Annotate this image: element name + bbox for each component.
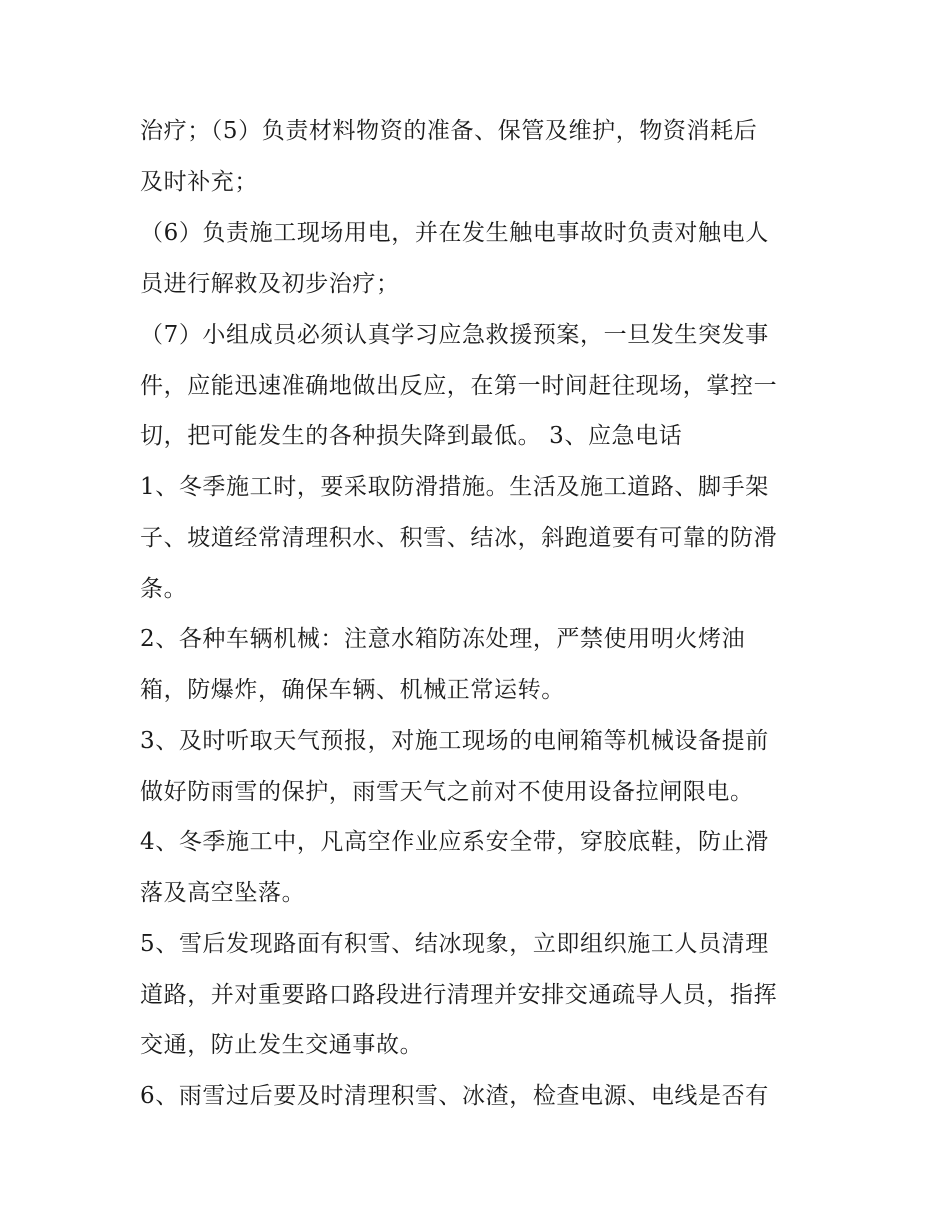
text-line: 员进行解救及初步治疗； — [140, 271, 400, 297]
text-line: 子、坡道经常清理积水、积雪、结冰，斜跑道要有可靠的防滑 — [140, 525, 778, 551]
text-line: 治疗；（5）负责材料物资的准备、保管及维护，物资消耗后 — [140, 118, 758, 144]
text-line: 3、及时听取天气预报，对施工现场的电闸箱等机械设备提前 — [140, 728, 769, 754]
text-line: 件，应能迅速准确地做出反应，在第一时间赶往现场，掌控一 — [140, 373, 778, 399]
text-line: 做好防雨雪的保护，雨雪天气之前对不使用设备拉闸限电。 — [140, 779, 754, 805]
text-line: 切，把可能发生的各种损失降到最低。 3、应急电话 — [140, 423, 683, 449]
text-line: 及时补充； — [140, 169, 258, 195]
text-line: 落及高空坠落。 — [140, 880, 306, 906]
text-line: 交通，防止发生交通事故。 — [140, 1032, 424, 1058]
text-line: 箱，防爆炸，确保车辆、机械正常运转。 — [140, 677, 565, 703]
text-line: 5、雪后发现路面有积雪、结冰现象，立即组织施工人员清理 — [140, 931, 769, 957]
text-line: 6、雨雪过后要及时清理积雪、冰渣，检查电源、电线是否有 — [140, 1083, 769, 1109]
text-line: 道路，并对重要路口路段进行清理并安排交通疏导人员，指挥 — [140, 982, 778, 1008]
text-line: 条。 — [140, 576, 188, 602]
text-line: 1、冬季施工时，要采取防滑措施。生活及施工道路、脚手架 — [140, 474, 769, 500]
text-line: （7）小组成员必须认真学习应急救援预案，一旦发生突发事 — [140, 322, 769, 348]
text-line: （6）负责施工现场用电，并在发生触电事故时负责对触电人 — [140, 220, 769, 246]
text-line: 2、各种车辆机械：注意水箱防冻处理，严禁使用明火烤油 — [140, 626, 746, 652]
text-line: 4、冬季施工中，凡高空作业应系安全带，穿胶底鞋，防止滑 — [140, 829, 769, 855]
